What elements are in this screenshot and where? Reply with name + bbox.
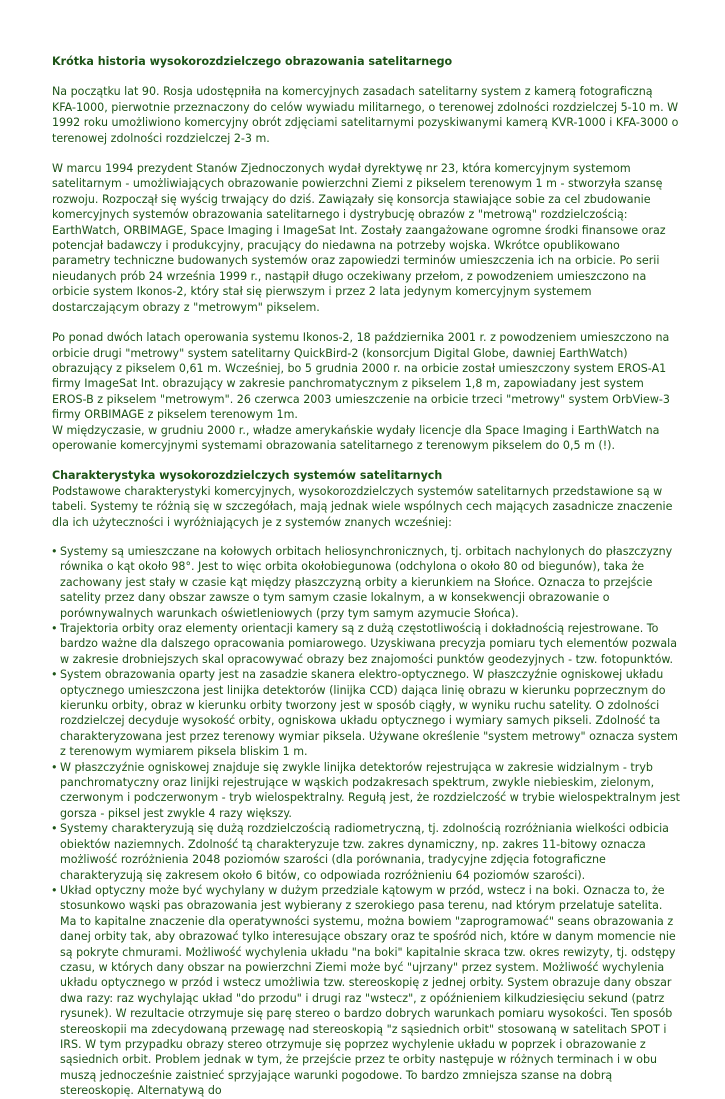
- list-item-text: Systemy charakteryzują się dużą rozdzielczością radiometryczną, tj. zdolnością rozróżniania wielkości odbicia obiektów naziemnych. Zdolność tą charakteryzuje tzw. zakres dynamiczny, np. zakres 11-bitowy oznacza możliwość rozróżnienia 2048 poziomów szarości (dla porównania, tradycyjne zdjęcia fotograficzne charakteryzują się zakresem około 6 bitów, co odpowiada rozróżnieniu 64 poziomów szarości).: [60, 822, 669, 882]
- list-item: [52, 883, 680, 1099]
- paragraph-1990s-russia: Na początku lat 90. Rosja udostępniła na komercyjnych zasadach satelitarny system z kamerą fotograficzną KFA-1000, pierwotnie przeznaczony do celów wywiadu militarnego, o terenowej zdolności rozdzielczej 5-10 m. W 1992 roku umożliwiono komercyjny obrót zdjęciami satelitarnymi pozyskiwanymi kamerą KVR-1000 i KFA-3000 o terenowej zdolności rozdzielczej 2-3 m.: [52, 85, 679, 145]
- bullet-icon: •: [51, 760, 58, 774]
- paragraph-directive-1994: W marcu 1994 prezydent Stanów Zjednoczonych wydał dyrektywę nr 23, która komercyjnym systemom satelitarnym - umożliwiających obrazowanie powierzchni Ziemi z pikselem terenowym 1 m - stworzyła szansę rozwoju. Rozpoczął się wyścig trwający do dziś. Zawiązały się konsorcja stawiające sobie za cel zbudowanie komercyjnych systemów obrazowania satelitarnego i dystrybucję obrazów z "metrową" rozdzielczością: EarthWatch, ORBIMAGE, Space Imaging i ImageSat Int. Zostały zaangażowane ogromne środki finansowe oraz potencjał badawczy i produkcyjny, pracujący do niedawna na potrzeby wojska. Wkrótce opublikowano parametry techniczne budowanych systemów oraz zapowiedzi terminów umieszczenia ich na orbicie. Po serii nieudanych prób 24 września 1999 r., nastąpił długo oczekiwany przełom, z powodzeniem umieszczono na orbicie system Ikonos-2, który stał się pierwszym i przez 2 lata jedynym komercyjnym systemem dostarczającym obrazy z "metrowym" pikselem.: [52, 162, 666, 314]
- list-item-text: System obrazowania oparty jest na zasadzie skanera elektro-optycznego. W płaszczyźnie ogniskowej układu optycznego umieszczona jest linijka detektorów (linijka CCD) dająca linię obrazu w kierunku poprzecznym do kierunku orbity, obraz w kierunku orbity tworzony jest w sposób ciągły, w wyniku ruchu satelity. O zdolności rozdzielczej decyduje wysokość orbity, ogniskowa układu optycznego i wymiary samych pikseli. Zdolność ta charakteryzowana jest przez terenowy wymiar piksela. Używane określenie "system metrowy" oznacza system z terenowym wymiarem piksela bliskim 1 m.: [60, 668, 678, 759]
- bullet-icon: •: [51, 544, 58, 558]
- section-intro: Podstawowe charakterystyki komercyjnych, wysokorozdzielczych systemów satelitarnych przedstawione są w tabeli. Systemy te różnią się w szczegółach, mają jednak wiele wspólnych cech mających zasadnicze znaczenie dla ich użyteczności i wyróżniających je z systemów znanych wcześniej:: [52, 484, 673, 529]
- list-item-text: Trajektoria orbity oraz elementy orientacji kamery są z dużą częstotliwością i dokładnością rejestrowane. To bardzo ważne dla dalszego opracowania pomiarowego. Uzyskiwana precyzja pomiaru tych elementów pozwala w zakresie drobniejszych skal opracowywać obrazy bez znajomości punktów geodezyjnych - tzw. fotopunktów.: [60, 622, 678, 666]
- list-item: [52, 760, 680, 822]
- section-heading: Charakterystyka wysokorozdzielczych systemów satelitarnych: [52, 469, 443, 483]
- paragraph-ikonos-quickbird-text: Po ponad dwóch latach operowania systemu Ikonos-2, 18 października 2001 r. z powodzeniem umieszczono na orbicie drugi "metrowy" system satelitarny QuickBird-2 (konsorcjum Digital Globe, dawniej EarthWatch) obrazujący z pikselem 0,61 m. Wcześniej, bo 5 grudnia 2000 r. na orbicie został umieszczony system EROS-A1 firmy ImageSat Int. obrazujący w zakresie panchromatycznym z pikselem 1,8 m, zapowiadany jest system EROS-B z pikselem "metrowym". 26 czerwca 2003 umieszczenie na orbicie trzeci "metrowy" system OrbView-3 firmy ORBIMAGE z pikselem terenowym 1m.: [52, 331, 670, 422]
- list-item-text: Systemy są umieszczane na kołowych orbitach heliosynchronicznych, tj. orbitach nachylonych do płaszczyzny równika o kąt około 98°. Jest to więc orbita okołobiegunowa (odchylona o około 80 od biegunów), taka że zachowany jest stały w czasie kąt między płaszczyzną orbity a kierunkiem na Słońce. Oznacza to przejście satelity przez dany obszar zawsze o tym samym czasie lokalnym, a w konsekwencji obrazowanie o porównywalnych warunkach oświetleniowych (przy tym samym azymucie Słońca).: [60, 544, 673, 620]
- list-item-text: Układ optyczny może być wychylany w dużym przedziale kątowym w przód, wstecz i na boki. Oznacza to, że stosunkowo wąski pas obrazowania jest wybierany z szerokiego pasa terenu, nad którym przelatuje satelita. Ma to kapitalne znaczenie dla operatywności systemu, można bowiem "zaprogramować" seans obrazowania z danej orbity tak, aby obrazować tylko interesujące obszary oraz te spośród nich, które w danym momencie nie są pokryte chmurami. Możliwość wychylenia układu "na boki" kapitalnie skraca tzw. okres rewizyty, tj. odstępy czasu, w których dany obszar na powierzchni Ziemi może być "ujrzany" przez system. Możliwość wychylenia układu optycznego w przód i wstecz umożliwia tzw. stereoskopię z jednej orbity. System obrazuje dany obszar dwa razy: raz wychylając układ "do przodu" i drugi raz "wstecz", z opóźnieniem kilkudziesięciu sekund (patrz rysunek). W rezultacie otrzymuje się parę stereo o bardzo dobrych warunkach pomiaru wysokości. Ten sposób stereoskopii ma zdecydowaną przewagę nad stereoskopią "z sąsiednich orbit" stosowaną w satelitach SPOT i IRS. W tym przypadku obrazy stereo otrzymuje się poprzez wychylenie układu w poprzek i obrazowanie z sąsiednich orbit. Problem jednak w tym, że przejście przez te orbity następuje w różnych terminach i w obu muszą jednocześnie zaistnieć sprzyjające warunki pogodowe. To bardzo zmniejsza szanse na dobrą stereoskopię. Alternatywą do: [60, 883, 676, 1098]
- paragraph-licences-text: W międzyczasie, w grudniu 2000 r., władze amerykańskie wydały licencje dla Space Imaging i EarthWatch na operowanie komercyjnymi systemami obrazowania satelitarnego z terenowym pikselem do 0,5 m (!).: [52, 423, 660, 452]
- bullet-icon: •: [51, 883, 58, 897]
- bullet-icon: •: [51, 822, 58, 836]
- bullet-icon: •: [51, 668, 58, 682]
- document-title: Krótka historia wysokorozdzielczego obrazowania satelitarnego: [52, 55, 453, 68]
- bullet-icon: •: [51, 622, 58, 635]
- characteristics-list: [52, 544, 680, 1099]
- section-characteristics: [52, 468, 680, 1098]
- list-item: [52, 667, 680, 759]
- paragraph-ikonos-quickbird: [52, 330, 680, 453]
- document-page: [52, 54, 680, 1099]
- list-item: [52, 621, 680, 667]
- list-item-text: W płaszczyźnie ogniskowej znajduje się zwykle linijka detektorów rejestrująca w zakresie widzialnym - tryb panchromatyczny oraz linijki rejestrujące w wąskich podzakresach spektrum, zwykle niebieskim, zielonym, czerwonym i podczerwonym - tryb wielospektralny. Regułą jest, że rozdzielczość w trybie wielospektralnym jest gorsza - piksel jest zwykle 4 razy większy.: [60, 760, 681, 820]
- list-item: [52, 544, 680, 621]
- list-item: [52, 821, 680, 883]
